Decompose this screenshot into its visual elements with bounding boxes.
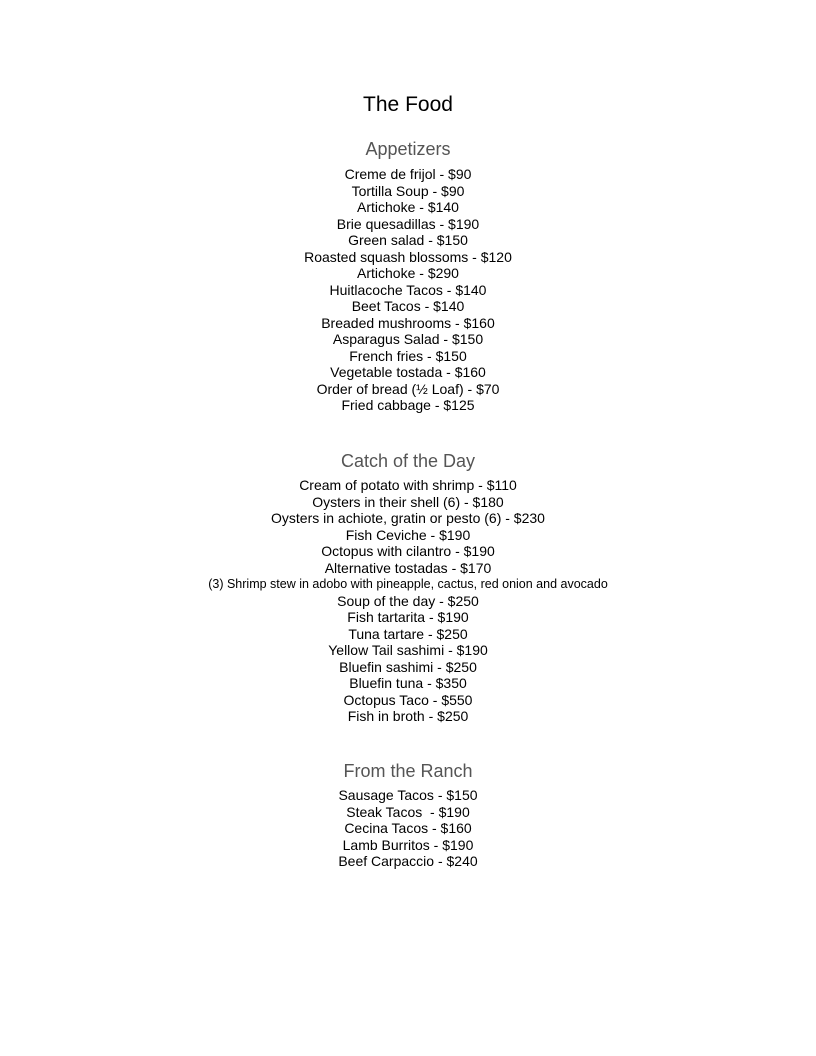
menu-item-list — [0, 477, 816, 725]
menu-item: Soup of the day - $250 — [337, 592, 479, 609]
menu-item: Oysters in achiote, gratin or pesto (6) - $230 — [271, 510, 545, 526]
menu-item: Oysters in their shell (6) - $180 — [312, 493, 504, 510]
menu-item: Asparagus Salad - $150 — [332, 331, 484, 347]
menu-item: Cream of potato with shrimp - $110 — [299, 477, 517, 493]
menu-item: Huitlacoche Tacos - $140 — [329, 281, 487, 298]
menu-item: Bluefin tuna - $350 — [349, 675, 467, 691]
menu-item: Cecina Tacos - $160 — [344, 820, 472, 836]
menu-item: Order of bread (½ Loaf) - $70 — [316, 380, 500, 397]
menu-item: Breaded mushrooms - $160 — [321, 314, 495, 331]
menu-item: Tortilla Soup - $90 — [351, 182, 465, 199]
menu-item: Roasted squash blossoms - $120 — [304, 248, 512, 265]
menu-item-note: (3) Shrimp stew in adobo with pineapple, cactus, red onion and avocado — [208, 577, 608, 591]
menu-item: Fish in broth - $250 — [347, 708, 469, 724]
menu-item: Yellow Tail sashimi - $190 — [328, 642, 488, 658]
menu-item-list — [0, 787, 816, 870]
menu-item: Lamb Burritos - $190 — [342, 836, 474, 853]
page-title: The Food — [363, 93, 453, 116]
menu-item: Beef Carpaccio - $240 — [338, 853, 478, 869]
menu-item: Artichoke - $290 — [357, 265, 459, 281]
menu-item: Tuna tartare - $250 — [348, 625, 468, 642]
menu-item: Artichoke - $140 — [357, 199, 459, 215]
menu-item: Octopus with cilantro - $190 — [321, 543, 495, 559]
menu-item: Brie quesadillas - $190 — [336, 215, 480, 232]
menu-item: Fried cabbage - $125 — [341, 397, 475, 413]
menu-item: Beet Tacos - $140 — [351, 298, 465, 314]
menu-item: Sausage Tacos - $150 — [338, 787, 478, 803]
menu-item: Creme de frijol - $90 — [344, 166, 472, 182]
section-heading: Catch of the Day — [340, 451, 476, 471]
menu-item: Bluefin sashimi - $250 — [339, 658, 477, 675]
menu-item: Octopus Taco - $550 — [343, 691, 473, 708]
menu-item: Vegetable tostada - $160 — [330, 364, 486, 380]
section-heading: From the Ranch — [343, 761, 473, 781]
menu-item: Fish tartarita - $190 — [347, 609, 469, 625]
section-heading: Appetizers — [365, 139, 451, 159]
menu-item: French fries - $150 — [349, 347, 467, 364]
menu-item: Fish Ceviche - $190 — [345, 526, 471, 543]
menu-item: Green salad - $150 — [348, 232, 468, 248]
menu-item: Alternative tostadas - $170 — [324, 559, 492, 576]
menu-item: Steak Tacos - $190 — [346, 803, 470, 820]
menu-item-list — [0, 166, 816, 414]
